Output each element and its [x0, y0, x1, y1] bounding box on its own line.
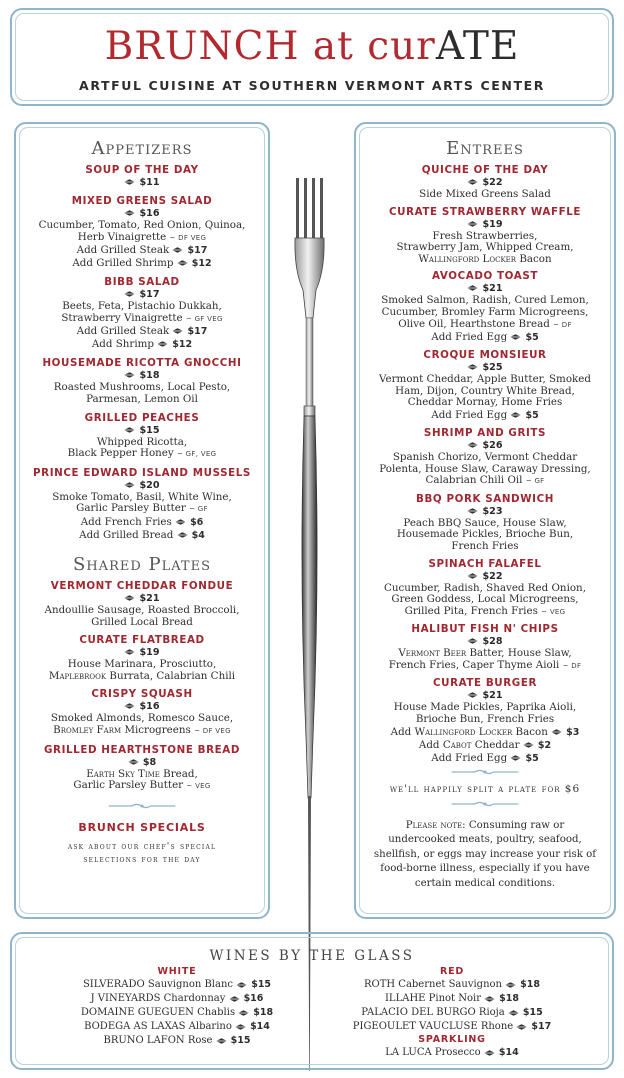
add-on-label: Cheddar: [471, 738, 520, 751]
item-description: [16, 503, 268, 516]
item-name: MIXED GREENS SALAD: [71, 195, 213, 207]
add-on-line: [16, 529, 268, 542]
diamond-icon: [124, 649, 135, 655]
description-text: Bread,: [159, 767, 198, 780]
dietary-tag: ~ DF: [562, 661, 582, 670]
add-on-label: Add Fried Egg: [431, 751, 508, 764]
wine-name: J VINEYARDS Chardonnay: [90, 993, 226, 1004]
add-on-label: Add Fried Egg: [431, 408, 508, 421]
price-value: $19: [139, 647, 160, 659]
description-text: Polenta, House Slaw, Caraway Dressing,: [379, 462, 591, 475]
add-on-label: Add Fried Egg: [431, 331, 508, 344]
price-value: $21: [482, 283, 503, 295]
diamond-icon: [124, 703, 135, 709]
wine-price: $14: [250, 1021, 270, 1032]
split-plate-note: we'll happily split a plate for $6: [389, 782, 581, 795]
item-description: [356, 397, 614, 409]
add-on-line: [16, 516, 268, 529]
wine-price: $18: [499, 993, 520, 1004]
add-on-line: [356, 331, 614, 344]
restaurant-subtitle: ARTFUL CUISINE AT SOUTHERN VERMONT ARTS CENTER: [79, 78, 545, 93]
item-description: [16, 313, 268, 326]
price-value: $28: [482, 636, 503, 648]
diamond-icon: [177, 532, 188, 538]
note-line: undercooked meats, poultry, seafood,: [388, 834, 582, 846]
diamond-icon: [124, 291, 135, 297]
item-name: BBQ PORK SANDWICH: [416, 492, 554, 505]
diamond-icon: [467, 364, 478, 370]
add-on-price: $6: [190, 516, 204, 528]
entrees-panel: [354, 122, 616, 919]
description-text: Whipped Ricotta,: [96, 435, 188, 448]
wine-row: [42, 1006, 312, 1020]
price-value: $18: [139, 370, 160, 382]
dietary-tag: ~ DF: [553, 320, 572, 329]
wines-panel: [10, 932, 614, 1070]
item-description: [356, 189, 614, 201]
add-on-label: Bacon: [512, 725, 548, 738]
diamond-icon: [505, 982, 516, 988]
description-text: Smoked Almonds, Romesco Sauce,: [50, 712, 234, 725]
menu-item: [16, 744, 268, 793]
add-on-price: $5: [525, 332, 539, 344]
description-text: Brioche Bun, French Fries: [415, 713, 555, 726]
wine-name: PIGEOULET VAUCLUSE Rhone: [352, 1021, 514, 1032]
wine-price: $14: [498, 1047, 519, 1058]
diamond-icon: [484, 1050, 495, 1056]
wine-row: [312, 992, 592, 1006]
menu-item: [16, 164, 268, 189]
diamond-icon: [510, 334, 521, 340]
diamond-icon: [235, 1024, 246, 1030]
menu-item: [356, 349, 614, 422]
add-on-label: Add Grilled Shrimp: [72, 257, 174, 270]
diamond-icon: [467, 508, 478, 514]
diamond-icon: [124, 210, 135, 216]
restaurant-title: [12, 26, 612, 68]
entrees-column: [356, 124, 614, 891]
item-description: [356, 541, 614, 553]
title-part-black: ATE: [435, 24, 520, 69]
price-value: $21: [139, 592, 160, 604]
add-on-line: [16, 338, 268, 351]
item-description: [16, 725, 268, 738]
dietary-tag: ~ DF VEG: [194, 726, 231, 735]
wine-row: [312, 1006, 592, 1020]
brand-name: Cabot: [442, 738, 472, 751]
diamond-icon: [516, 1024, 527, 1030]
menu-item: [16, 412, 268, 461]
add-on-price: $4: [191, 529, 205, 541]
diamond-icon: [467, 285, 478, 291]
description-text: Grilled Local Bread: [91, 615, 193, 628]
menu-item: [16, 276, 268, 351]
note-line: shellfish, or eggs may increase your risk of: [373, 848, 597, 860]
menu-item: [356, 623, 614, 672]
add-on-line: [16, 244, 268, 257]
dietary-tag: ~ DF VEG: [169, 233, 207, 242]
diamond-icon: [236, 982, 247, 988]
description-text: Roasted Mushrooms, Local Pesto,: [53, 381, 231, 394]
item-name: GRILLED PEACHES: [84, 411, 200, 424]
item-name: SPINACH FALAFEL: [428, 557, 542, 570]
specials-line: ask about our chef's special: [67, 840, 217, 852]
diamond-icon: [508, 1010, 519, 1016]
description-text: House Marinara, Prosciutto,: [67, 658, 217, 671]
note-text: Consuming raw or: [465, 819, 565, 831]
brand-name: Maplebrook: [48, 669, 107, 682]
dietary-tag: ~ GF VEG: [185, 314, 223, 323]
menu-item: [16, 357, 268, 405]
add-on-price: $2: [537, 739, 552, 751]
description-text: House Made Pickles, Paprika Aioli,: [393, 701, 577, 714]
wine-price: $16: [243, 993, 264, 1004]
menu-item: [356, 558, 614, 619]
item-name: GRILLED HEARTHSTONE BREAD: [44, 743, 240, 756]
item-description: [356, 606, 614, 619]
description-text: French Fries: [451, 539, 519, 552]
description-text: Burrata, Calabrian Chili: [106, 669, 236, 682]
diamond-icon: [467, 573, 478, 579]
wine-name: SILVERADO Sauvignon Blanc: [82, 979, 234, 990]
wine-row: [42, 1020, 312, 1034]
price-value: $17: [139, 289, 160, 301]
item-description: [356, 254, 614, 266]
menu-item: [356, 164, 614, 201]
dietary-tag: ~ VEG: [541, 607, 566, 616]
menu-item: [356, 206, 614, 266]
add-on-line: [356, 409, 614, 422]
brunch-specials-heading: BRUNCH SPECIALS: [78, 820, 206, 834]
diamond-icon: [124, 482, 135, 488]
dietary-tag: ~ GF, VEG: [176, 450, 217, 459]
add-on-label: Add French Fries: [80, 515, 172, 528]
price-value: $23: [482, 505, 503, 517]
entrees-heading: Entrees: [446, 138, 524, 159]
item-name: SHRIMP AND GRITS: [423, 426, 547, 439]
diamond-icon: [467, 638, 478, 644]
diamond-icon: [216, 1038, 227, 1044]
add-on-label: Add: [418, 738, 443, 751]
description-text: Batter, House Slaw,: [466, 647, 572, 660]
red-wines-column: [312, 966, 592, 1060]
diamond-icon: [467, 179, 478, 185]
description-text: Parmesan, Lemon Oil: [86, 392, 198, 405]
description-text: Green Goddess, Local Microgreens,: [391, 593, 579, 606]
menu-item: [16, 580, 268, 628]
description-text: Fresh Strawberries,: [432, 229, 538, 242]
add-on-line: [356, 739, 614, 752]
wine-name: ILLAHE Pinot Noir: [384, 993, 481, 1004]
wine-row: [312, 1046, 592, 1060]
menu-item: [356, 677, 614, 764]
description-text: Peach BBQ Sauce, House Slaw,: [403, 516, 567, 529]
note-line: food-borne illness, especially if you have: [380, 863, 590, 875]
price-value: $20: [139, 479, 160, 491]
description-text: Herb Vinaigrette: [77, 230, 167, 243]
add-on-label: Add Grilled Steak: [76, 244, 170, 257]
add-on-line: [356, 726, 614, 739]
price-value: $25: [482, 362, 503, 374]
item-description: [356, 714, 614, 726]
diamond-icon: [177, 260, 188, 266]
item-name: HALIBUT FISH N' CHIPS: [411, 623, 559, 636]
item-name: BIBB SALAD: [104, 276, 180, 289]
item-name: CURATE BURGER: [432, 677, 537, 690]
item-name: CROQUE MONSIEUR: [423, 349, 547, 362]
header-panel: [10, 8, 614, 106]
wine-name: BODEGA AS LAXAS Albarino: [84, 1021, 232, 1032]
menu-item: [16, 634, 268, 682]
description-text: Beets, Feta, Pistachio Dukkah,: [62, 300, 222, 313]
item-name: CRISPY SQUASH: [91, 688, 193, 701]
item-name: AVOCADO TOAST: [432, 270, 538, 283]
description-text: Spanish Chorizo, Vermont Cheddar: [392, 450, 578, 463]
price-value: $22: [482, 570, 503, 582]
add-on-price: $5: [525, 409, 539, 421]
description-text: Bacon: [516, 252, 552, 265]
wine-price: $17: [531, 1021, 552, 1032]
wine-category-label: SPARKLING: [418, 1034, 486, 1045]
diamond-icon: [124, 372, 135, 378]
diamond-icon: [510, 755, 521, 761]
menu-item: [356, 427, 614, 488]
description-text: Garlic Parsley Butter: [73, 779, 184, 792]
add-on-price: $12: [172, 339, 193, 351]
menu-item: [16, 688, 268, 737]
wine-price: $15: [251, 979, 272, 990]
dietary-tag: ~ GF: [525, 477, 545, 486]
description-text: Strawberry Jam, Whipped Cream,: [396, 241, 574, 254]
price-value: $26: [482, 439, 503, 451]
diamond-icon: [172, 247, 183, 253]
flourish-divider: [450, 799, 520, 809]
diamond-icon: [172, 328, 183, 334]
wine-price: $18: [520, 979, 540, 990]
wine-price: $15: [230, 1035, 251, 1046]
wine-row: [42, 992, 312, 1006]
description-text: Cucumber, Tomato, Red Onion, Quinoa,: [38, 219, 246, 231]
item-price: [16, 177, 268, 189]
menu-item: [356, 493, 614, 553]
item-description: [16, 448, 268, 461]
description-text: Smoke Tomato, Basil, White Wine,: [52, 490, 232, 503]
diamond-icon: [124, 427, 135, 433]
wine-name: ROTH Cabernet Sauvignon: [364, 979, 502, 990]
price-value: $15: [139, 424, 160, 436]
wine-name: PALACIO DEL BURGO Rioja: [361, 1007, 505, 1018]
brand-name: Bromley Farm: [53, 723, 122, 736]
diamond-icon: [124, 179, 135, 185]
wine-category-label: WHITE: [157, 966, 197, 977]
price-value: $22: [482, 177, 503, 188]
description-text: Vermont Cheddar, Apple Butter, Smoked: [379, 373, 591, 386]
wine-name: BRUNO LAFON Rose: [103, 1035, 213, 1046]
item-name: QUICHE OF THE DAY: [421, 164, 549, 176]
appetizers-heading: Appetizers: [91, 138, 193, 159]
price-value: $16: [139, 701, 160, 713]
item-description: [16, 780, 268, 793]
add-on-line: [16, 325, 268, 338]
diamond-icon: [467, 221, 478, 227]
item-description: [356, 660, 614, 673]
diamond-icon: [128, 759, 139, 765]
add-on-price: $17: [187, 326, 208, 338]
add-on-label: Add Grilled Bread: [79, 528, 174, 541]
item-description: [16, 232, 268, 245]
add-on-line: [356, 752, 614, 765]
specials-line: selections for the day: [83, 853, 201, 865]
menu-item: [16, 467, 268, 542]
please-note: [356, 819, 614, 892]
diamond-icon: [484, 996, 495, 1002]
item-name: PRINCE EDWARD ISLAND MUSSELS: [33, 466, 251, 479]
note-lead: Please note:: [405, 819, 466, 831]
description-text: Ham, Dijon, Country White Bread,: [395, 384, 575, 397]
description-text: Side Mixed Greens Salad: [419, 188, 551, 200]
item-name: VERMONT CHEDDAR FONDUE: [50, 579, 234, 592]
note-line: certain medical conditions.: [414, 877, 556, 889]
description-text: Cucumber, Bromley Farm Microgreens,: [381, 305, 589, 318]
white-wines-column: [42, 966, 312, 1048]
diamond-icon: [124, 595, 135, 601]
add-on-label: Add: [390, 725, 415, 738]
price-value: $11: [139, 177, 160, 188]
wine-row: [312, 978, 592, 992]
description-text: Housemade Pickles, Brioche Bun,: [396, 528, 574, 541]
diamond-icon: [551, 729, 562, 735]
add-on-price: $12: [191, 258, 212, 270]
add-on-price: $5: [525, 752, 539, 764]
description-text: Grilled Pita, French Fries: [404, 604, 538, 617]
diamond-icon: [523, 742, 534, 748]
flourish-divider: [450, 767, 520, 777]
item-description: [356, 319, 614, 332]
wine-name: DOMAINE GUEGUEN Chablis: [80, 1007, 236, 1018]
dietary-tag: ~ GF: [189, 505, 208, 514]
description-text: Cucumber, Radish, Shaved Red Onion,: [384, 581, 586, 594]
add-on-price: $17: [187, 245, 208, 257]
description-text: Cheddar Mornay, Home Fries: [407, 396, 563, 409]
brand-name: Earth Sky Time: [86, 767, 160, 780]
diamond-icon: [175, 519, 186, 525]
wine-row: [312, 1020, 592, 1034]
item-description: [16, 617, 268, 629]
description-text: Garlic Parsley Butter: [76, 502, 186, 515]
add-on-price: $3: [566, 726, 580, 738]
note-line: [356, 819, 614, 834]
diamond-icon: [467, 692, 478, 698]
wine-name: LA LUCA Prosecco: [385, 1047, 481, 1058]
menu-item: [356, 270, 614, 344]
diamond-icon: [157, 341, 168, 347]
description-text: Calabrian Chili Oil: [425, 474, 523, 487]
item-description: [16, 394, 268, 406]
item-name: SOUP OF THE DAY: [85, 164, 199, 176]
add-on-label: Add Shrimp: [91, 338, 155, 351]
title-part-red: BRUNCH at cur: [104, 24, 436, 69]
price-value: $16: [139, 208, 160, 219]
item-name: CURATE FLATBREAD: [79, 634, 205, 647]
wine-category-label: RED: [439, 966, 465, 977]
item-name: HOUSEMADE RICOTTA GNOCCHI: [42, 357, 242, 370]
brand-name: Wallingford Locker: [414, 725, 513, 738]
add-on-line: [16, 257, 268, 270]
brand-name: Wallingford Locker: [418, 252, 517, 265]
wine-row: [42, 1034, 312, 1048]
add-on-label: Add Grilled Steak: [76, 325, 170, 338]
price-value: $8: [142, 756, 157, 768]
diamond-icon: [229, 996, 240, 1002]
wines-heading: WINES BY THE GLASS: [209, 948, 415, 964]
flourish-divider: [107, 801, 177, 811]
diamond-icon: [510, 412, 521, 418]
description-text: French Fries, Caper Thyme Aioli: [388, 658, 560, 671]
wine-price: $18: [253, 1007, 274, 1018]
description-text: Black Pepper Honey: [67, 447, 174, 460]
item-description: [16, 671, 268, 683]
price-value: $21: [482, 690, 503, 702]
appetizers-panel: [14, 122, 270, 919]
shared-plates-heading: Shared Plates: [73, 553, 211, 575]
item-description: [356, 475, 614, 488]
dietary-tag: ~ VEG: [186, 782, 211, 791]
wine-row: [42, 978, 312, 992]
diamond-icon: [467, 442, 478, 448]
appetizers-column: [16, 124, 268, 866]
description-text: Smoked Salmon, Radish, Cured Lemon,: [381, 294, 589, 307]
description-text: Microgreens: [121, 723, 191, 736]
description-text: Olive Oil, Hearthstone Bread: [398, 317, 550, 330]
brand-name: Vermont Beer: [398, 647, 467, 660]
diamond-icon: [238, 1010, 249, 1016]
description-text: Strawberry Vinaigrette: [61, 311, 183, 324]
wine-price: $15: [522, 1007, 543, 1018]
menu-item: [16, 195, 268, 270]
price-value: $19: [482, 218, 503, 230]
item-name: CURATE STRAWBERRY WAFFLE: [388, 205, 582, 218]
description-text: Andoullie Sausage, Roasted Broccoli,: [44, 603, 240, 616]
